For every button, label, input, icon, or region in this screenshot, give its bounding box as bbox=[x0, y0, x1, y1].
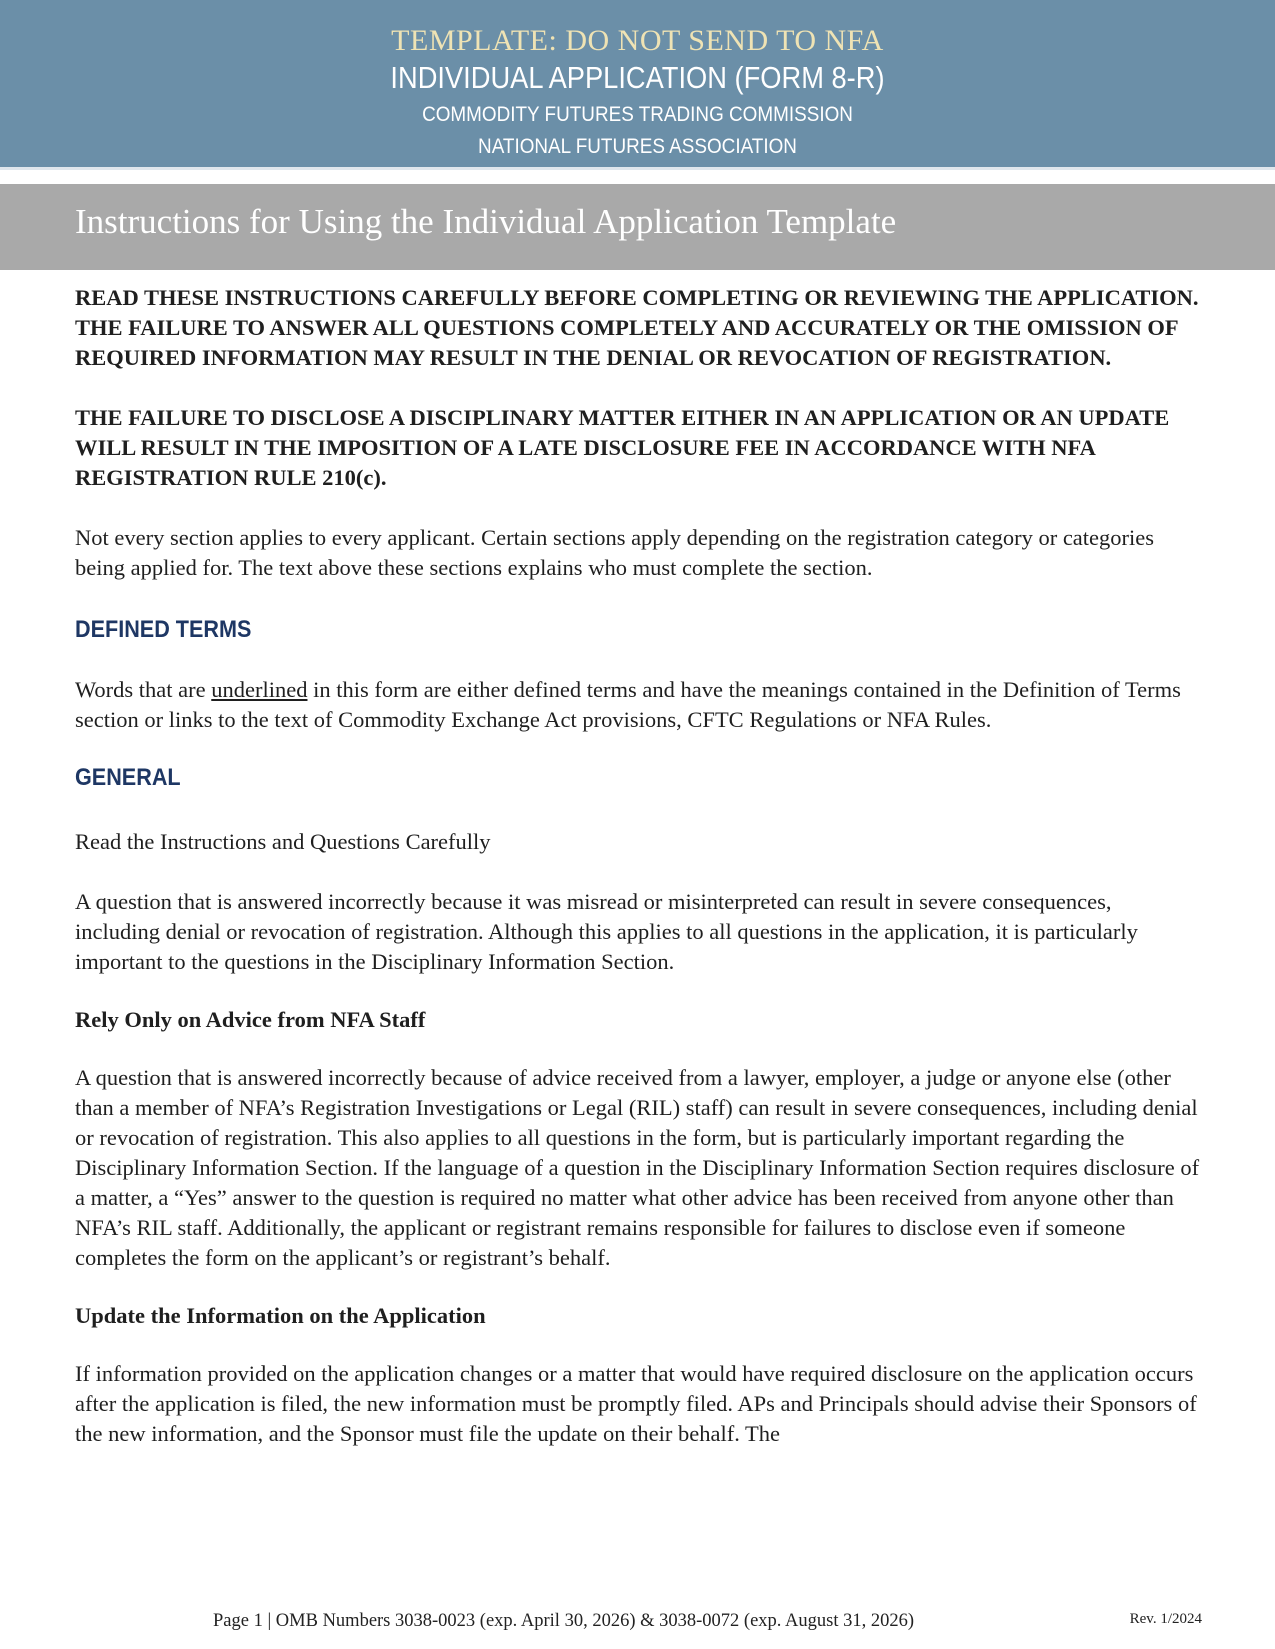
organization-cftc: COMMODITY FUTURES TRADING COMMISSION bbox=[422, 103, 853, 126]
intro-paragraph: Not every section applies to every applicant. Certain sections apply depending on the registration category or categories being applied for. The text above these sections explains who must complete the section. bbox=[75, 525, 1155, 580]
page-footer bbox=[0, 1611, 1275, 1639]
form-title: INDIVIDUAL APPLICATION (FORM 8-R) bbox=[390, 60, 885, 95]
template-note: TEMPLATE: DO NOT SEND TO NFA bbox=[391, 24, 884, 57]
defined-terms-heading: DEFINED TERMS bbox=[75, 616, 252, 643]
update-paragraph: If information provided on the application changes or a matter that would have required disclosure on the application occurs after the application is filed, the new information must be promptly filed. APs and Principals should advise their Sponsors of the new information, and the Sponsor must file the update on their behalf. The bbox=[75, 1361, 1197, 1446]
section-band bbox=[0, 184, 1275, 270]
defined-terms-paragraph bbox=[75, 675, 1200, 735]
instructions-content bbox=[75, 283, 1200, 1449]
revision-label: Rev. 1/2024 bbox=[1129, 1611, 1202, 1627]
form-header bbox=[0, 0, 1275, 170]
defined-terms-text-pre: Words that are bbox=[75, 677, 212, 702]
underlined-example: underlined bbox=[211, 677, 308, 702]
update-heading: Update the Information on the Application bbox=[75, 1303, 486, 1328]
organization-nfa: NATIONAL FUTURES ASSOCIATION bbox=[478, 135, 797, 158]
page-info: Page 1 | OMB Numbers 3038-0023 (exp. April 30, 2026) & 3038-0072 (exp. August 31, 2026) bbox=[213, 1611, 914, 1631]
warning-paragraph-2: THE FAILURE TO DISCLOSE A DISCIPLINARY MATTER EITHER IN AN APPLICATION OR AN UPDATE WILL RESULT IN THE IMPOSITION OF A LATE DISCLOSURE FEE IN ACCORDANCE WITH NFA REGISTRATION RULE 210(c). bbox=[75, 405, 1170, 490]
rely-heading: Rely Only on Advice from NFA Staff bbox=[75, 1007, 426, 1032]
general-heading: GENERAL bbox=[75, 764, 181, 791]
rely-paragraph: A question that is answered incorrectly because of advice received from a lawyer, employer, a judge or anyone else (other than a member of NFA’s Registration Investigations or Legal (RIL) staff) can result in severe consequences, including denial or revocation of registration. This also applies to all questions in the form, but is particularly important regarding the Disciplinary Information Section. If the language of a question in the Disciplinary Information Section requires disclosure of a matter, a “Yes” answer to the question is required no matter what other advice has been received from anyone other than NFA’s RIL staff. Additionally, the applicant or registrant remains responsible for failures to disclose even if someone completes the form on the applicant’s or registrant’s behalf. bbox=[75, 1065, 1200, 1270]
defined-terms-text-post: in this form are either defined terms and have the meanings contained in the Definition of Terms section or links to the text of Commodity Exchange Act provisions, CFTC Regulations or NFA Rules. bbox=[75, 677, 1181, 732]
warning-paragraph-1: READ THESE INSTRUCTIONS CAREFULLY BEFORE COMPLETING OR REVIEWING THE APPLICATION. THE FAILURE TO ANSWER ALL QUESTIONS COMPLETELY AND ACCURATELY OR THE OMISSION OF REQUIRED INFORMATION MAY RESULT IN THE DENIAL OR REVOCATION OF REGISTRATION. bbox=[75, 285, 1199, 370]
read-instructions-subheading: Read the Instructions and Questions Carefully bbox=[75, 829, 491, 854]
section-title: Instructions for Using the Individual Application Template bbox=[75, 202, 897, 241]
misread-paragraph: A question that is answered incorrectly because it was misread or misinterpreted can result in severe consequences, including denial or revocation of registration. Although this applies to all questions in the application, it is particularly important to the questions in the Disciplinary Information Section. bbox=[75, 889, 1138, 974]
